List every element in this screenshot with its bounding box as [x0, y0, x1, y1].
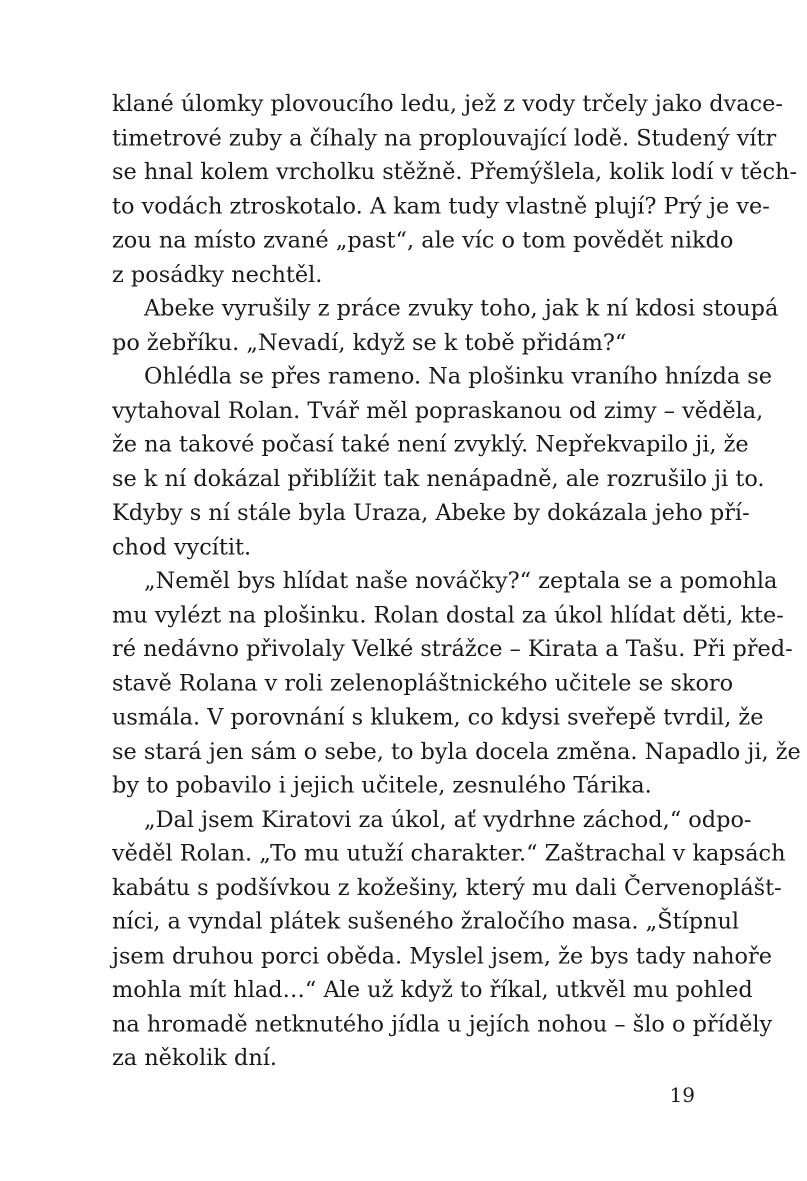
text-line: Abeke vyrušily z práce zvuky toho, jak k ní kdosi stoupá — [144, 295, 779, 322]
text-line: timetrové zuby a číhaly na proplouvající lodě. Studený vítr — [112, 125, 777, 152]
text-line: z posádky nechtěl. — [112, 261, 323, 288]
page-number: 19 — [669, 1083, 695, 1107]
text-line: „Neměl bys hlídat naše nováčky?“ zeptala se a pomohla — [144, 568, 778, 595]
text-line: se hnal kolem vrcholku stěžně. Přemýšlela, kolik lodí v těch- — [112, 159, 798, 186]
text-line: že na takové počasí také není zvyklý. Nepřekvapilo ji, že — [112, 431, 749, 458]
text-line: usmála. V porovnání s klukem, co kdysi sveřepě tvrdil, že — [112, 704, 764, 731]
text-line: to vodách ztroskotalo. A kam tudy vlastně plují? Prý je ve- — [112, 193, 770, 220]
text-line: vytahoval Rolan. Tvář měl popraskanou od zimy – věděla, — [112, 397, 764, 424]
book-page-text — [112, 84, 801, 1072]
text-line: Ohlédla se přes rameno. Na plošinku vraního hnízda se — [144, 363, 773, 390]
text-line: kabátu s podšívkou z kožešiny, který mu dali Červenoplášt- — [112, 874, 782, 901]
text-line: se k ní dokázal přiblížit tak nenápadně, ale rozrušilo ji to. — [112, 465, 765, 492]
text-line: mu vylézt na plošinku. Rolan dostal za úkol hlídat děti, kte- — [112, 602, 784, 629]
text-line: níci, a vyndal plátek sušeného žraločího masa. „Štípnul — [112, 908, 740, 935]
text-line: na hromadě netknutého jídla u jejích nohou – šlo o příděly — [112, 1010, 773, 1037]
text-line: mohla mít hlad…“ Ale už když to říkal, utkvěl mu pohled — [112, 976, 753, 1003]
text-line: „Dal jsem Kiratovi za úkol, ať vydrhne záchod,“ odpo- — [144, 806, 752, 833]
text-line: by to pobavilo i jejich učitele, zesnulého Tárika. — [112, 772, 652, 799]
text-line: ré nedávno přivolaly Velké strážce – Kirata a Tašu. Při před- — [112, 636, 793, 663]
text-line: chod vycítit. — [112, 533, 252, 560]
text-line: za několik dní. — [112, 1045, 278, 1072]
text-line: po žebříku. „Nevadí, když se k tobě přidám?“ — [112, 329, 627, 356]
text-line: se stará jen sám o sebe, to byla docela změna. Napadlo ji, že — [112, 738, 801, 765]
text-line: Kdyby s ní stále byla Uraza, Abeke by dokázala jeho pří- — [112, 499, 750, 526]
text-line: jsem druhou porci oběda. Myslel jsem, že bys tady nahoře — [112, 942, 772, 969]
text-line: stavě Rolana v roli zelenopláštnického učitele se skoro — [112, 670, 734, 697]
text-line: klané úlomky plovoucího ledu, jež z vody trčely jako dvace- — [112, 91, 783, 118]
text-line: věděl Rolan. „To mu utuží charakter.“ Zaštrachal v kapsách — [112, 840, 786, 867]
text-line: zou na místo zvané „past“, ale víc o tom povědět nikdo — [112, 227, 734, 254]
